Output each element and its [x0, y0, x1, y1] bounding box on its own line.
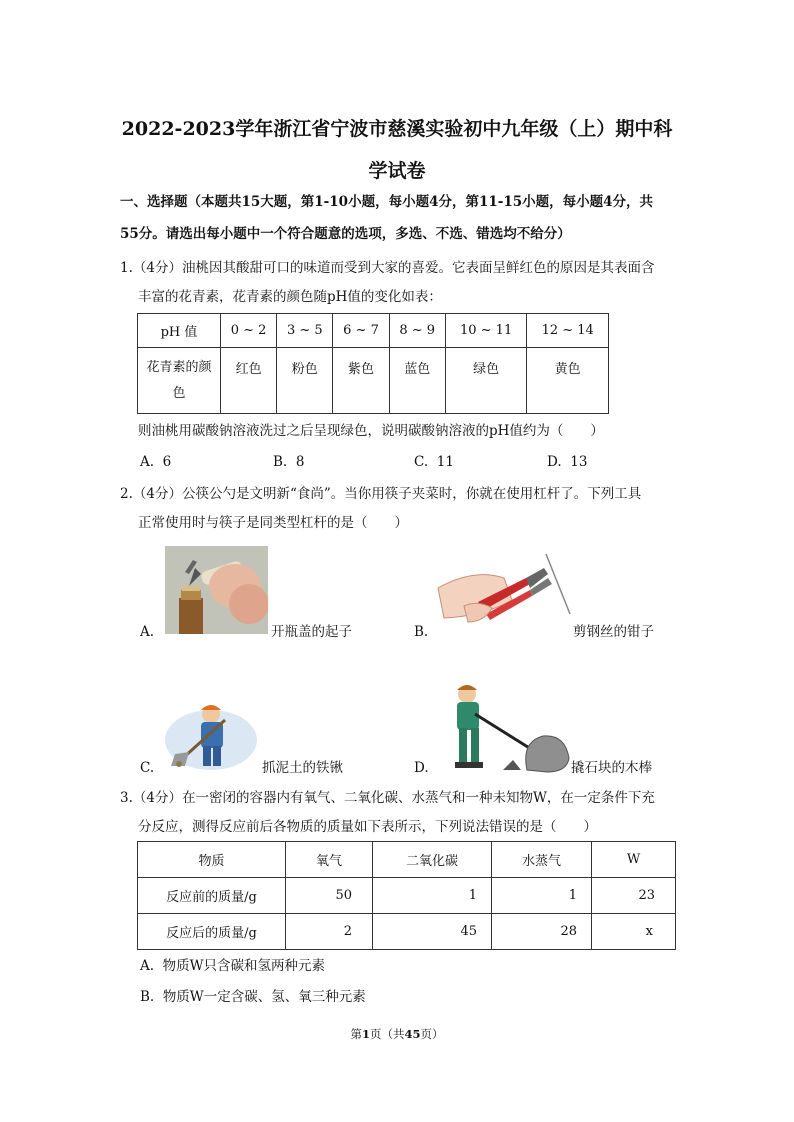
q1-option-a-letter: A. [140, 454, 155, 470]
q1-option-b-letter: B. [273, 454, 288, 470]
q1-option-c-text: 11 [436, 454, 454, 470]
q1-th-0-2: 0 ~ 2 [221, 314, 277, 348]
q3-option-a[interactable] [140, 956, 325, 976]
q2-option-d[interactable] [414, 758, 429, 778]
q3-option-b-letter: B. [140, 989, 155, 1005]
q1-option-b-text: 8 [295, 454, 305, 470]
q3-option-a-letter: A. [140, 958, 155, 974]
q1-th-ph: pH 值 [138, 314, 221, 348]
q2-option-c[interactable] [140, 758, 154, 778]
q1-color-red: 红色 [221, 348, 277, 414]
q1-color-pink: 粉色 [277, 348, 333, 414]
q3-th-co2: 二氧化碳 [373, 842, 492, 878]
q1-stem-line-1: 1.（4分）油桃因其酸甜可口的味道而受到大家的喜爱。它表面呈鲜红色的原因是其表面含 [120, 260, 655, 276]
q2-stem-line-2: 正常使用时与筷子是同类型杠杆的是（ ） [138, 515, 408, 531]
q3-after-oxygen: 2 [286, 914, 373, 950]
q1-option-a-text: 6 [162, 454, 172, 470]
q1-table-header-row [138, 314, 609, 348]
q2-option-b-letter: B. [414, 624, 429, 640]
q1-option-d[interactable] [547, 452, 587, 472]
q1-option-b[interactable] [273, 452, 304, 472]
q1-option-d-text: 13 [570, 454, 588, 470]
q3-option-b[interactable] [140, 987, 366, 1007]
q1-th-12-14: 12 ~ 14 [527, 314, 609, 348]
q2-option-c-caption: 抓泥土的铁锹 [262, 760, 343, 776]
q2-option-c-letter: C. [140, 760, 155, 776]
bottle-opener-image [165, 546, 268, 634]
q1-row-label-line-2: 色 [172, 385, 186, 401]
q1-option-c[interactable] [414, 452, 454, 472]
shovel-worker-image [163, 700, 261, 772]
wire-pliers-image [434, 548, 574, 636]
q3-table-row-after [138, 914, 676, 950]
q2-option-d-caption: 撬石块的木棒 [571, 760, 652, 776]
q3-stem-line-1: 3.（4分）在一密闭的容器内有氧气、二氧化碳、水蒸气和一种未知物W，在一定条件下充 [120, 790, 655, 806]
q3-before-water: 1 [492, 878, 592, 914]
q1-option-a[interactable] [140, 452, 171, 472]
q3-th-w: W [592, 842, 676, 878]
page-footer [0, 1026, 794, 1042]
page-title-line-1: 2022-2023学年浙江省宁波市慈溪实验初中九年级（上）期中科 [121, 118, 673, 140]
q3-after-co2: 45 [373, 914, 492, 950]
q2-option-a-letter: A. [140, 624, 155, 640]
q1-option-c-letter: C. [414, 454, 429, 470]
q2-option-a-caption: 开瓶盖的起子 [271, 624, 352, 640]
section-heading-line-1: 一、选择题（本题共15大题，第1-10小题，每小题4分，第11-15小题，每小题4分，共 [120, 194, 654, 210]
q3-th-oxygen: 氧气 [286, 842, 373, 878]
q3-table-header-row [138, 842, 676, 878]
q3-after-water: 28 [492, 914, 592, 950]
q1-color-yellow: 黄色 [527, 348, 609, 414]
footer-suffix: 页） [420, 1027, 444, 1041]
footer-page-number: 1 [361, 1027, 370, 1041]
q2-option-d-letter: D. [414, 760, 429, 776]
footer-total-pages: 45 [404, 1027, 421, 1041]
q1-color-blue: 蓝色 [389, 348, 445, 414]
q3-after-w: x [592, 914, 676, 950]
q3-th-substance: 物质 [138, 842, 286, 878]
section-heading-line-2: 55分。请选出每小题中一个符合题意的选项，多选、不选、错选均不给分） [120, 226, 571, 242]
q2-option-b-caption: 剪钢丝的钳子 [573, 624, 654, 640]
q1-color-green: 绿色 [445, 348, 527, 414]
q1-th-8-9: 8 ~ 9 [389, 314, 445, 348]
q3-th-water-vapor: 水蒸气 [492, 842, 592, 878]
q3-mass-table [137, 841, 676, 950]
q1-row-label [138, 348, 221, 414]
q1-stem-line-2: 丰富的花青素，花青素的颜色随pH值的变化如表： [138, 289, 442, 305]
q1-row-label-line-1: 花青素的颜 [146, 359, 212, 375]
q1-th-3-5: 3 ~ 5 [277, 314, 333, 348]
q2-option-a[interactable] [140, 622, 154, 642]
q1-question: 则油桃用碳酸钠溶液洗过之后呈现绿色，说明碳酸钠溶液的pH值约为（ ） [138, 423, 604, 439]
q1-anthocyanin-table [137, 313, 609, 414]
q2-option-b[interactable] [414, 622, 428, 642]
q3-before-w: 23 [592, 878, 676, 914]
q3-option-b-text: 物质W一定含碳、氢、氧三种元素 [162, 989, 366, 1005]
lever-stone-image [437, 680, 571, 774]
q3-before-oxygen: 50 [286, 878, 373, 914]
page-title-line-2: 学试卷 [368, 160, 426, 182]
q2-stem-line-1: 2.（4分）公筷公勺是文明新“食尚”。当你用筷子夹菜时，你就在使用杠杆了。下列工具 [120, 486, 642, 502]
q3-table-row-before [138, 878, 676, 914]
q1-th-10-11: 10 ~ 11 [445, 314, 527, 348]
q1-option-d-letter: D. [547, 454, 562, 470]
footer-middle: 页（共 [370, 1027, 405, 1041]
footer-prefix: 第 [350, 1027, 362, 1041]
q3-option-a-text: 物质W只含碳和氢两种元素 [162, 958, 326, 974]
q1-table-color-row [138, 348, 609, 414]
q1-th-6-7: 6 ~ 7 [333, 314, 389, 348]
q1-color-purple: 紫色 [333, 348, 389, 414]
q3-before-co2: 1 [373, 878, 492, 914]
q3-stem-line-2: 分反应，测得反应前后各物质的质量如下表所示，下列说法错误的是（ ） [138, 819, 597, 835]
q3-row-after-label: 反应后的质量/g [138, 914, 286, 950]
q3-row-before-label: 反应前的质量/g [138, 878, 286, 914]
